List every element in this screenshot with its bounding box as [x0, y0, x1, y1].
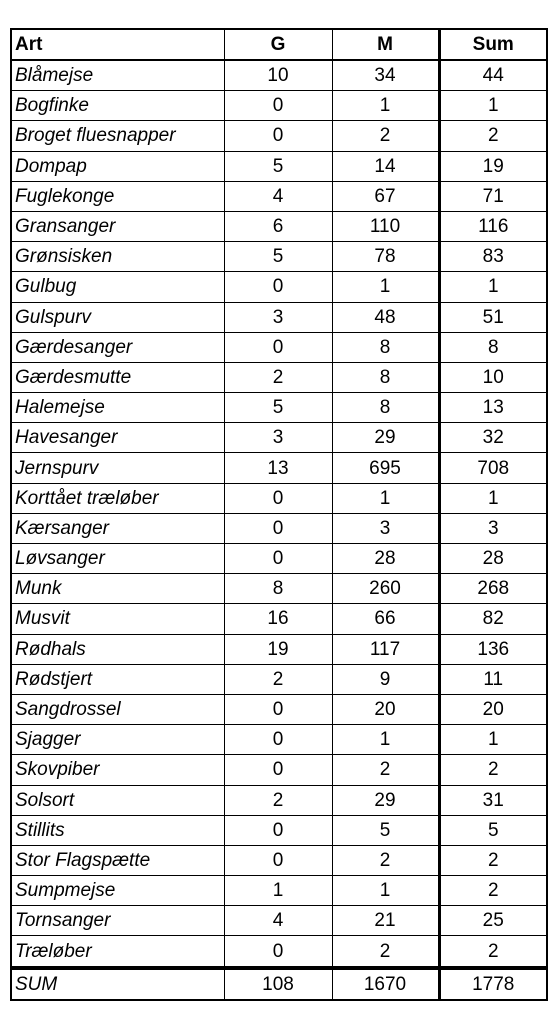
header-art: Art	[11, 29, 224, 60]
cell-art: Musvit	[11, 604, 224, 634]
cell-m: 5	[332, 815, 439, 845]
cell-g: 0	[224, 936, 332, 968]
cell-art: Dompap	[11, 151, 224, 181]
total-row	[11, 968, 547, 1000]
cell-g: 0	[224, 121, 332, 151]
cell-art: Skovpiber	[11, 755, 224, 785]
cell-sum: 71	[439, 181, 547, 211]
table-row	[11, 453, 547, 483]
cell-g: 2	[224, 785, 332, 815]
cell-art: Bogfinke	[11, 91, 224, 121]
cell-art: Gulbug	[11, 272, 224, 302]
cell-art: Gærdesanger	[11, 332, 224, 362]
table-row	[11, 725, 547, 755]
table-row	[11, 845, 547, 875]
cell-g: 8	[224, 574, 332, 604]
table-row	[11, 423, 547, 453]
table-row	[11, 634, 547, 664]
table-body	[11, 60, 547, 968]
cell-m: 34	[332, 60, 439, 91]
cell-g: 0	[224, 755, 332, 785]
table-row	[11, 815, 547, 845]
table-row	[11, 604, 547, 634]
cell-sum: 2	[439, 121, 547, 151]
cell-art: Træløber	[11, 936, 224, 968]
cell-m: 14	[332, 151, 439, 181]
cell-g: 2	[224, 362, 332, 392]
cell-art: Korttået træløber	[11, 483, 224, 513]
table-row	[11, 574, 547, 604]
table-row	[11, 91, 547, 121]
table-row	[11, 211, 547, 241]
cell-g: 10	[224, 60, 332, 91]
cell-sum: 1	[439, 272, 547, 302]
cell-art: Sjagger	[11, 725, 224, 755]
cell-m: 78	[332, 242, 439, 272]
header-row	[11, 29, 547, 60]
cell-g: 4	[224, 906, 332, 936]
cell-g: 6	[224, 211, 332, 241]
cell-sum: 31	[439, 785, 547, 815]
cell-g: 0	[224, 544, 332, 574]
cell-m: 3	[332, 513, 439, 543]
cell-g: 0	[224, 725, 332, 755]
cell-sum: 19	[439, 151, 547, 181]
table-row	[11, 483, 547, 513]
cell-m: 28	[332, 544, 439, 574]
cell-sum: 2	[439, 755, 547, 785]
cell-art: Tornsanger	[11, 906, 224, 936]
cell-m: 110	[332, 211, 439, 241]
cell-g: 0	[224, 694, 332, 724]
cell-art: Broget fluesnapper	[11, 121, 224, 151]
table-row	[11, 393, 547, 423]
table-row	[11, 242, 547, 272]
cell-art: Fuglekonge	[11, 181, 224, 211]
cell-m: 1	[332, 725, 439, 755]
cell-m: 29	[332, 423, 439, 453]
cell-sum: 25	[439, 906, 547, 936]
cell-m: 66	[332, 604, 439, 634]
table-row	[11, 362, 547, 392]
cell-g: 0	[224, 332, 332, 362]
cell-sum: 51	[439, 302, 547, 332]
cell-art: Gærdesmutte	[11, 362, 224, 392]
cell-art: Stor Flagspætte	[11, 845, 224, 875]
cell-m: 8	[332, 393, 439, 423]
cell-sum: 32	[439, 423, 547, 453]
cell-g: 1	[224, 876, 332, 906]
cell-art: Stillits	[11, 815, 224, 845]
table-row	[11, 332, 547, 362]
total-m: 1670	[332, 968, 439, 1000]
cell-sum: 1	[439, 725, 547, 755]
cell-sum: 2	[439, 845, 547, 875]
cell-m: 8	[332, 332, 439, 362]
cell-art: Munk	[11, 574, 224, 604]
cell-sum: 10	[439, 362, 547, 392]
cell-g: 0	[224, 513, 332, 543]
table-row	[11, 785, 547, 815]
table-row	[11, 302, 547, 332]
cell-m: 20	[332, 694, 439, 724]
cell-m: 260	[332, 574, 439, 604]
cell-m: 67	[332, 181, 439, 211]
cell-m: 48	[332, 302, 439, 332]
table-row	[11, 181, 547, 211]
cell-g: 0	[224, 815, 332, 845]
cell-art: Havesanger	[11, 423, 224, 453]
cell-g: 4	[224, 181, 332, 211]
cell-sum: 2	[439, 876, 547, 906]
cell-sum: 28	[439, 544, 547, 574]
cell-art: Jernspurv	[11, 453, 224, 483]
cell-sum: 11	[439, 664, 547, 694]
bird-count-table	[10, 28, 548, 1001]
cell-m: 9	[332, 664, 439, 694]
table-row	[11, 906, 547, 936]
cell-art: Sangdrossel	[11, 694, 224, 724]
cell-sum: 13	[439, 393, 547, 423]
cell-g: 0	[224, 845, 332, 875]
cell-sum: 116	[439, 211, 547, 241]
cell-g: 2	[224, 664, 332, 694]
cell-sum: 3	[439, 513, 547, 543]
cell-sum: 136	[439, 634, 547, 664]
header-sum: Sum	[439, 29, 547, 60]
cell-m: 1	[332, 483, 439, 513]
cell-art: Løvsanger	[11, 544, 224, 574]
cell-sum: 268	[439, 574, 547, 604]
table-row	[11, 755, 547, 785]
cell-art: Blåmejse	[11, 60, 224, 91]
header-m: M	[332, 29, 439, 60]
cell-sum: 708	[439, 453, 547, 483]
cell-sum: 83	[439, 242, 547, 272]
cell-art: Solsort	[11, 785, 224, 815]
cell-m: 2	[332, 936, 439, 968]
cell-art: Rødstjert	[11, 664, 224, 694]
cell-m: 2	[332, 845, 439, 875]
cell-g: 3	[224, 423, 332, 453]
cell-g: 19	[224, 634, 332, 664]
cell-m: 695	[332, 453, 439, 483]
cell-m: 21	[332, 906, 439, 936]
total-sum: 1778	[439, 968, 547, 1000]
header-g: G	[224, 29, 332, 60]
table-row	[11, 121, 547, 151]
cell-g: 16	[224, 604, 332, 634]
table-row	[11, 936, 547, 968]
total-label: SUM	[11, 968, 224, 1000]
cell-art: Grønsisken	[11, 242, 224, 272]
cell-art: Gulspurv	[11, 302, 224, 332]
cell-g: 0	[224, 91, 332, 121]
table-row	[11, 876, 547, 906]
cell-m: 8	[332, 362, 439, 392]
cell-sum: 82	[439, 604, 547, 634]
cell-m: 2	[332, 755, 439, 785]
cell-art: Gransanger	[11, 211, 224, 241]
table-row	[11, 694, 547, 724]
cell-g: 5	[224, 151, 332, 181]
cell-m: 117	[332, 634, 439, 664]
cell-g: 0	[224, 483, 332, 513]
cell-g: 0	[224, 272, 332, 302]
total-g: 108	[224, 968, 332, 1000]
cell-m: 1	[332, 876, 439, 906]
cell-g: 5	[224, 393, 332, 423]
table-row	[11, 272, 547, 302]
cell-art: Kærsanger	[11, 513, 224, 543]
cell-g: 3	[224, 302, 332, 332]
cell-sum: 5	[439, 815, 547, 845]
cell-g: 5	[224, 242, 332, 272]
cell-art: Rødhals	[11, 634, 224, 664]
cell-sum: 1	[439, 483, 547, 513]
cell-sum: 20	[439, 694, 547, 724]
cell-sum: 44	[439, 60, 547, 91]
table-row	[11, 513, 547, 543]
cell-m: 2	[332, 121, 439, 151]
table-row	[11, 664, 547, 694]
cell-sum: 1	[439, 91, 547, 121]
table-row	[11, 60, 547, 91]
cell-m: 1	[332, 91, 439, 121]
cell-sum: 2	[439, 936, 547, 968]
table-row	[11, 544, 547, 574]
cell-sum: 8	[439, 332, 547, 362]
table-row	[11, 151, 547, 181]
cell-g: 13	[224, 453, 332, 483]
cell-m: 29	[332, 785, 439, 815]
cell-art: Halemejse	[11, 393, 224, 423]
cell-art: Sumpmejse	[11, 876, 224, 906]
cell-m: 1	[332, 272, 439, 302]
